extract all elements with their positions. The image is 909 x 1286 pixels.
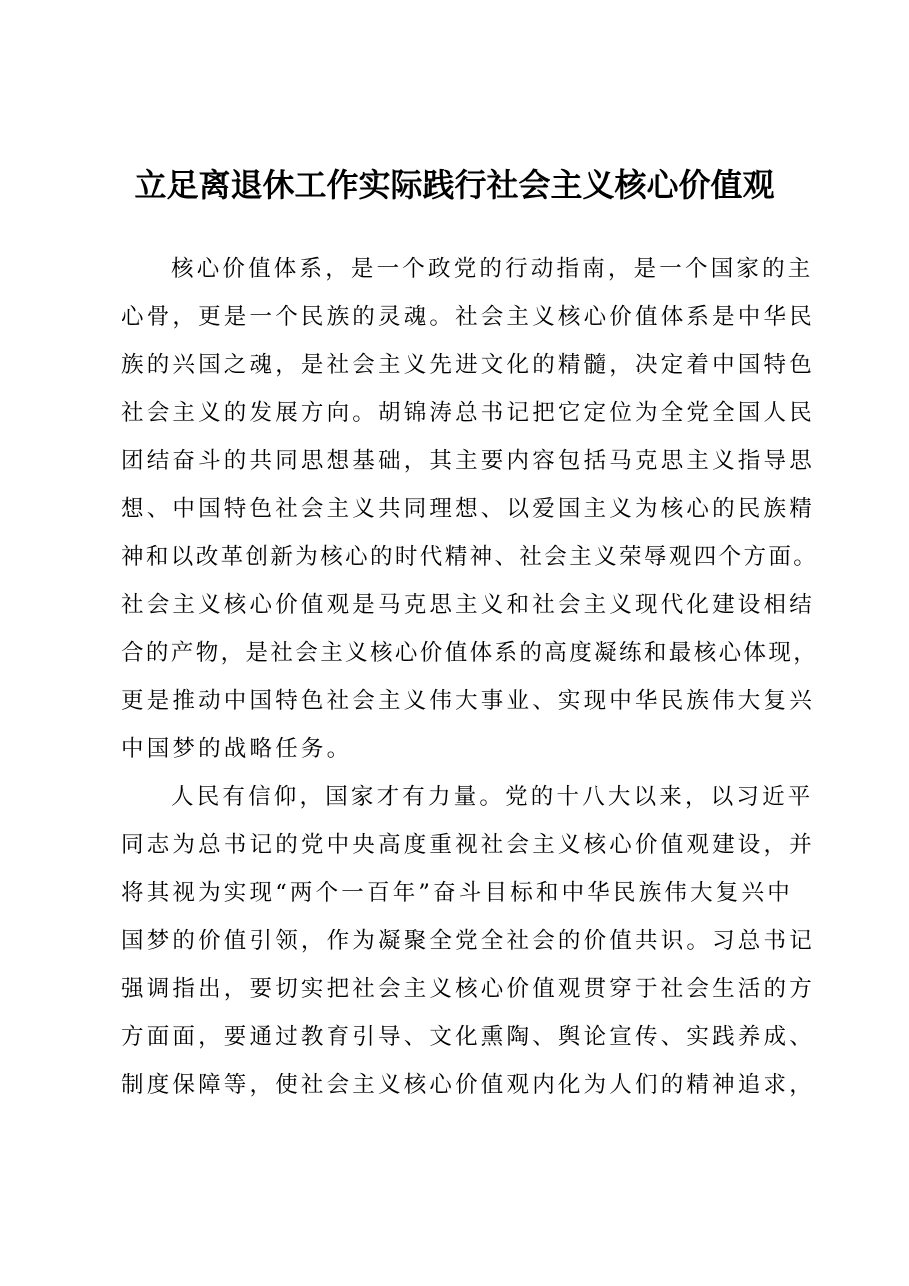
paragraph-2-line-2: 同志为总书记的党中央高度重视社会主义核心价值观建设，并	[121, 832, 815, 858]
document-body	[121, 245, 819, 1109]
paragraph-1-line-11: 中国梦的战略任务。	[121, 736, 353, 762]
paragraph-2-line-7: 制度保障等，使社会主义核心价值观内化为人们的精神追求，	[121, 1072, 815, 1098]
paragraph-2-line-5: 强调指出，要切实把社会主义核心价值观贯穿于社会生活的方	[121, 976, 815, 1002]
paragraph-1-line-2: 心骨，更是一个民族的灵魂。社会主义核心价值体系是中华民	[121, 304, 815, 330]
paragraph-2-line-1: 人民有信仰，国家才有力量。党的十八大以来，以习近平	[171, 784, 814, 810]
paragraph-1-line-6: 想、中国特色社会主义共同理想、以爱国主义为核心的民族精	[121, 496, 815, 522]
paragraph-1-line-10: 更是推动中国特色社会主义伟大事业、实现中华民族伟大复兴	[121, 688, 815, 714]
document-title: 立足离退休工作实际践行社会主义核心价值观	[134, 166, 775, 204]
paragraph-2-line-4: 国梦的价值引领，作为凝聚全党全社会的价值共识。习总书记	[121, 928, 815, 954]
paragraph-2-line-3: 将其视为实现“两个一百年”奋斗目标和中华民族伟大复兴中	[121, 880, 793, 906]
paragraph-1-line-5: 团结奋斗的共同思想基础，其主要内容包括马克思主义指导思	[121, 448, 815, 474]
paragraph-1-line-7: 神和以改革创新为核心的时代精神、社会主义荣辱观四个方面。	[121, 544, 819, 570]
paragraph-1-line-9: 合的产物，是社会主义核心价值体系的高度凝练和最核心体现，	[121, 640, 819, 666]
paragraph-1-line-8: 社会主义核心价值观是马克思主义和社会主义现代化建设相结	[121, 592, 815, 618]
paragraph-1-line-4: 社会主义的发展方向。胡锦涛总书记把它定位为全党全国人民	[121, 400, 815, 426]
paragraph-1-line-1: 核心价值体系，是一个政党的行动指南，是一个国家的主	[171, 256, 814, 282]
paragraph-2-line-6: 方面面，要通过教育引导、文化熏陶、舆论宣传、实践养成、	[121, 1024, 815, 1050]
paragraph-1-line-3: 族的兴国之魂，是社会主义先进文化的精髓，决定着中国特色	[121, 352, 815, 378]
